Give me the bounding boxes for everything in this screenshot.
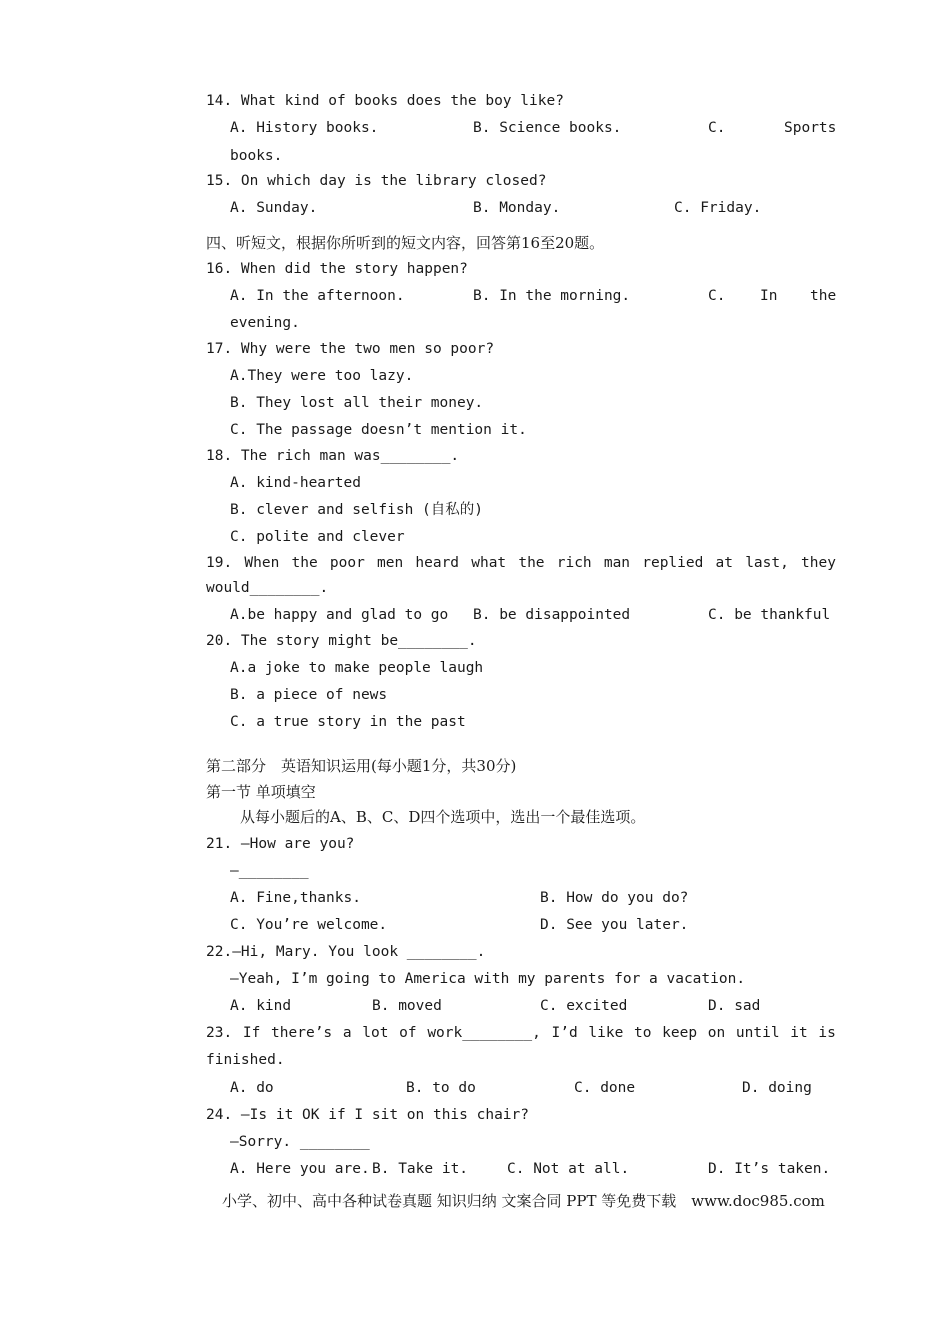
q15-option-b: B. Monday. [473,200,561,216]
q17-option-a: A.They were too lazy. [230,368,414,384]
q19-word: last, [745,555,789,571]
q20-option-c: C. a true story in the past [230,714,466,730]
q16-option-a: A. In the afternoon. [230,288,405,304]
q23-word: it [790,1025,808,1041]
q14-option-b: B. Science books. [473,120,622,136]
q19-option-a: A.be happy and glad to go [230,607,449,623]
q18-option-b: B. clever and selfish (自私的) [230,502,484,518]
part2-title: 第二部分 英语知识运用(每小题1分，共30分) [206,757,517,775]
q19-word: man [603,555,631,571]
q23-word: keep [662,1025,698,1041]
q21-reply: —________ [230,863,309,879]
q19-word: 19. [206,555,233,571]
q17-option-b: B. They lost all their money. [230,395,484,411]
q22-option-b: B. moved [372,998,442,1014]
q16-option-c-cont: evening. [230,315,300,331]
q16-stem: 16. When did the story happen? [206,261,468,277]
q24-option-d: D. It’s taken. [708,1161,831,1177]
q20-option-b: B. a piece of news [230,687,388,703]
q14-option-c-cont: books. [230,148,283,164]
section-4-heading: 四、听短文，根据你所听到的短文内容，回答第16至20题。 [206,234,605,252]
q20-stem: 20. The story might be________. [206,633,477,649]
q21-option-d: D. See you later. [540,917,689,933]
q23-word: work________, [427,1025,541,1041]
q21-option-a: A. Fine,thanks. [230,890,361,906]
q22-option-d: D. sad [708,998,761,1014]
q23-word: I’d [551,1025,578,1041]
q24-stem: 24. —Is it OK if I sit on this chair? [206,1107,530,1123]
q16-option-c-word2: the [810,288,837,304]
q19-option-c: C. be thankful [708,607,831,623]
q20-option-a: A.a joke to make people laugh [230,660,484,676]
q16-option-c-word1: In [760,288,778,304]
q14-option-a: A. History books. [230,120,379,136]
q23-stem [206,1024,836,1042]
q23-word: If [242,1025,261,1041]
q15-stem: 15. On which day is the library closed? [206,173,547,189]
q16-option-b: B. In the morning. [473,288,631,304]
q15-option-c: C. Friday. [674,200,762,216]
q19-stem-cont: would________. [206,580,329,596]
q18-option-a: A. kind-hearted [230,475,361,491]
q14-option-c-word: Sports [784,120,837,136]
q23-word: on [707,1025,726,1041]
q23-word: of [399,1025,417,1041]
q19-word: When [244,555,280,571]
q21-stem: 21. —How are you? [206,836,355,852]
q19-word: they [801,555,836,571]
q19-word: replied [642,555,704,571]
q21-option-b: B. How do you do? [540,890,689,906]
part2-section: 第一节 单项填空 [206,783,316,801]
part2-instruction: 从每小题后的A、B、C、D四个选项中，选出一个最佳选项。 [240,808,646,826]
q22-reply: —Yeah, I’m going to America with my parents for a vacation. [230,971,746,987]
q14-option-c-prefix: C. [708,120,726,136]
q23-word: lot [362,1025,389,1041]
q17-stem: 17. Why were the two men so poor? [206,341,495,357]
q19-word: the [291,555,318,571]
q22-option-a: A. kind [230,998,292,1014]
q23-option-c: C. done [574,1080,636,1096]
q19-word: men [377,555,404,571]
q23-option-d: D. doing [742,1080,812,1096]
q24-option-b: B. Take it. [372,1161,469,1177]
q22-stem: 22.—Hi, Mary. You look ________. [206,944,486,960]
q23-word: like [588,1025,624,1041]
q23-option-b: B. to do [406,1080,476,1096]
q23-word: 23. [206,1025,233,1041]
q19-word: what [471,555,507,571]
q19-word: heard [415,555,460,571]
q23-word: there’s [271,1025,333,1041]
q19-word: poor [329,555,365,571]
q23-word: to [634,1025,652,1041]
q19-option-b: B. be disappointed [473,607,631,623]
q15-option-a: A. Sunday. [230,200,318,216]
q19-stem [206,554,836,572]
q23-word: a [342,1025,352,1041]
q16-option-c-prefix: C. [708,288,726,304]
footer-text: 小学、初中、高中各种试卷真题 知识归纳 文案合同 PPT 等免费下载 www.doc985.com [222,1192,825,1210]
q24-reply: —Sorry. ________ [230,1134,370,1150]
q19-word: rich [556,555,592,571]
q23-word: until [735,1025,780,1041]
q22-option-c: C. excited [540,998,628,1014]
q23-option-a: A. do [230,1080,274,1096]
q23-word: is [818,1025,836,1041]
q19-word: at [715,555,733,571]
q19-word: the [518,555,545,571]
q21-option-c: C. You’re welcome. [230,917,388,933]
q18-stem: 18. The rich man was________. [206,448,460,464]
q18-option-c: C. polite and clever [230,529,405,545]
q17-option-c: C. The passage doesn’t mention it. [230,422,527,438]
q24-option-c: C. Not at all. [507,1161,630,1177]
q14-stem: 14. What kind of books does the boy like? [206,93,564,109]
q24-option-a: A. Here you are. [230,1161,370,1177]
q23-stem-cont: finished. [206,1052,285,1068]
